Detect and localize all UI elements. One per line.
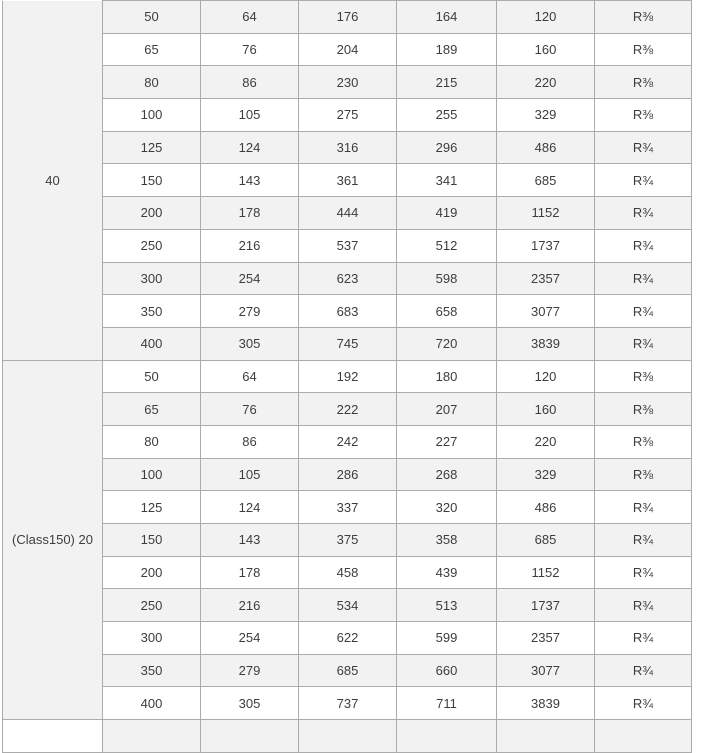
value-cell: 86 [201, 66, 299, 99]
size-cell: 65 [103, 33, 201, 66]
size-cell: 400 [103, 687, 201, 720]
thread-cell: R¾ [595, 654, 692, 687]
thread-cell: R⅜ [595, 393, 692, 426]
size-cell: 150 [103, 524, 201, 557]
table-row [3, 1, 692, 34]
table-row [3, 33, 692, 66]
value-cell: 2357 [497, 262, 595, 295]
value-cell: 279 [201, 295, 299, 328]
value-cell: 120 [497, 360, 595, 393]
thread-cell: R¾ [595, 295, 692, 328]
value-cell: 143 [201, 164, 299, 197]
value-cell: 358 [397, 524, 497, 557]
value-cell: 160 [497, 393, 595, 426]
size-cell: 80 [103, 66, 201, 99]
value-cell: 268 [397, 458, 497, 491]
thread-cell [595, 720, 692, 753]
value-cell: 286 [299, 458, 397, 491]
size-cell: 50 [103, 1, 201, 34]
thread-cell: R⅜ [595, 1, 692, 34]
size-cell: 125 [103, 491, 201, 524]
size-cell: 50 [103, 360, 201, 393]
value-cell: 711 [397, 687, 497, 720]
value-cell [397, 720, 497, 753]
table-row [3, 491, 692, 524]
value-cell: 439 [397, 556, 497, 589]
size-cell: 250 [103, 229, 201, 262]
value-cell: 329 [497, 458, 595, 491]
value-cell: 124 [201, 491, 299, 524]
value-cell: 329 [497, 99, 595, 132]
size-cell: 100 [103, 99, 201, 132]
value-cell: 222 [299, 393, 397, 426]
value-cell: 255 [397, 99, 497, 132]
value-cell: 160 [497, 33, 595, 66]
size-cell: 350 [103, 295, 201, 328]
thread-cell: R¾ [595, 164, 692, 197]
section-label: (Class150) 20 [3, 360, 103, 720]
value-cell: 623 [299, 262, 397, 295]
value-cell: 204 [299, 33, 397, 66]
value-cell: 305 [201, 327, 299, 360]
value-cell: 164 [397, 1, 497, 34]
size-cell: 250 [103, 589, 201, 622]
table-row [3, 229, 692, 262]
value-cell [299, 720, 397, 753]
value-cell: 305 [201, 687, 299, 720]
value-cell: 178 [201, 556, 299, 589]
value-cell: 86 [201, 425, 299, 458]
value-cell [201, 720, 299, 753]
size-cell: 300 [103, 622, 201, 655]
thread-cell: R¾ [595, 197, 692, 230]
table-row [3, 327, 692, 360]
table-row [3, 687, 692, 720]
table-row [3, 720, 692, 753]
value-cell: 685 [299, 654, 397, 687]
value-cell: 64 [201, 1, 299, 34]
thread-cell: R⅜ [595, 360, 692, 393]
thread-cell: R¾ [595, 524, 692, 557]
table-row [3, 131, 692, 164]
table-row [3, 295, 692, 328]
value-cell: 120 [497, 1, 595, 34]
value-cell: 658 [397, 295, 497, 328]
value-cell: 316 [299, 131, 397, 164]
value-cell: 486 [497, 131, 595, 164]
size-cell: 100 [103, 458, 201, 491]
table-row [3, 262, 692, 295]
value-cell: 220 [497, 425, 595, 458]
table-row [3, 425, 692, 458]
value-cell: 622 [299, 622, 397, 655]
table-row [3, 556, 692, 589]
value-cell: 227 [397, 425, 497, 458]
value-cell [497, 720, 595, 753]
value-cell: 64 [201, 360, 299, 393]
value-cell: 254 [201, 622, 299, 655]
value-cell: 192 [299, 360, 397, 393]
value-cell: 3077 [497, 295, 595, 328]
value-cell: 660 [397, 654, 497, 687]
value-cell: 745 [299, 327, 397, 360]
value-cell: 685 [497, 524, 595, 557]
value-cell: 513 [397, 589, 497, 622]
value-cell: 220 [497, 66, 595, 99]
size-cell: 200 [103, 197, 201, 230]
thread-cell: R¾ [595, 491, 692, 524]
thread-cell: R⅜ [595, 66, 692, 99]
table-row [3, 458, 692, 491]
value-cell: 105 [201, 458, 299, 491]
table-row [3, 654, 692, 687]
size-cell: 350 [103, 654, 201, 687]
value-cell: 1737 [497, 229, 595, 262]
value-cell: 230 [299, 66, 397, 99]
value-cell: 143 [201, 524, 299, 557]
dimension-table-viewport [2, 0, 692, 753]
value-cell: 361 [299, 164, 397, 197]
thread-cell: R¾ [595, 589, 692, 622]
value-cell: 1152 [497, 556, 595, 589]
value-cell: 599 [397, 622, 497, 655]
value-cell: 76 [201, 33, 299, 66]
value-cell: 683 [299, 295, 397, 328]
thread-cell: R¾ [595, 556, 692, 589]
value-cell: 375 [299, 524, 397, 557]
section-group-1 [3, 360, 692, 720]
value-cell: 254 [201, 262, 299, 295]
dimension-table [2, 0, 692, 753]
table-row [3, 197, 692, 230]
size-cell: 300 [103, 262, 201, 295]
section-group-0 [3, 1, 692, 361]
size-cell: 200 [103, 556, 201, 589]
value-cell: 1737 [497, 589, 595, 622]
thread-cell: R⅜ [595, 458, 692, 491]
value-cell: 207 [397, 393, 497, 426]
table-row [3, 589, 692, 622]
value-cell: 444 [299, 197, 397, 230]
value-cell: 512 [397, 229, 497, 262]
value-cell: 105 [201, 99, 299, 132]
value-cell: 216 [201, 229, 299, 262]
table-row [3, 99, 692, 132]
thread-cell: R¾ [595, 327, 692, 360]
value-cell: 242 [299, 425, 397, 458]
value-cell: 2357 [497, 622, 595, 655]
value-cell: 189 [397, 33, 497, 66]
value-cell: 296 [397, 131, 497, 164]
value-cell: 720 [397, 327, 497, 360]
value-cell: 1152 [497, 197, 595, 230]
value-cell: 737 [299, 687, 397, 720]
value-cell: 598 [397, 262, 497, 295]
thread-cell: R⅜ [595, 99, 692, 132]
value-cell: 341 [397, 164, 497, 197]
section-label: 40 [3, 1, 103, 361]
size-cell [103, 720, 201, 753]
thread-cell: R¾ [595, 229, 692, 262]
thread-cell: R¾ [595, 262, 692, 295]
table-row [3, 622, 692, 655]
size-cell: 150 [103, 164, 201, 197]
value-cell: 76 [201, 393, 299, 426]
value-cell: 320 [397, 491, 497, 524]
thread-cell: R⅜ [595, 33, 692, 66]
table-row [3, 66, 692, 99]
value-cell: 176 [299, 1, 397, 34]
value-cell: 534 [299, 589, 397, 622]
value-cell: 215 [397, 66, 497, 99]
thread-cell: R¾ [595, 622, 692, 655]
size-cell: 80 [103, 425, 201, 458]
value-cell: 3077 [497, 654, 595, 687]
value-cell: 337 [299, 491, 397, 524]
size-cell: 125 [103, 131, 201, 164]
table-row [3, 164, 692, 197]
thread-cell: R¾ [595, 687, 692, 720]
section-group-2 [3, 720, 692, 753]
thread-cell: R¾ [595, 131, 692, 164]
size-cell: 65 [103, 393, 201, 426]
table-row [3, 393, 692, 426]
value-cell: 180 [397, 360, 497, 393]
value-cell: 216 [201, 589, 299, 622]
table-row [3, 360, 692, 393]
table-row [3, 524, 692, 557]
value-cell: 279 [201, 654, 299, 687]
value-cell: 537 [299, 229, 397, 262]
value-cell: 3839 [497, 687, 595, 720]
value-cell: 458 [299, 556, 397, 589]
value-cell: 3839 [497, 327, 595, 360]
value-cell: 486 [497, 491, 595, 524]
value-cell: 685 [497, 164, 595, 197]
value-cell: 124 [201, 131, 299, 164]
value-cell: 275 [299, 99, 397, 132]
value-cell: 419 [397, 197, 497, 230]
size-cell: 400 [103, 327, 201, 360]
section-label [3, 720, 103, 753]
value-cell: 178 [201, 197, 299, 230]
thread-cell: R⅜ [595, 425, 692, 458]
